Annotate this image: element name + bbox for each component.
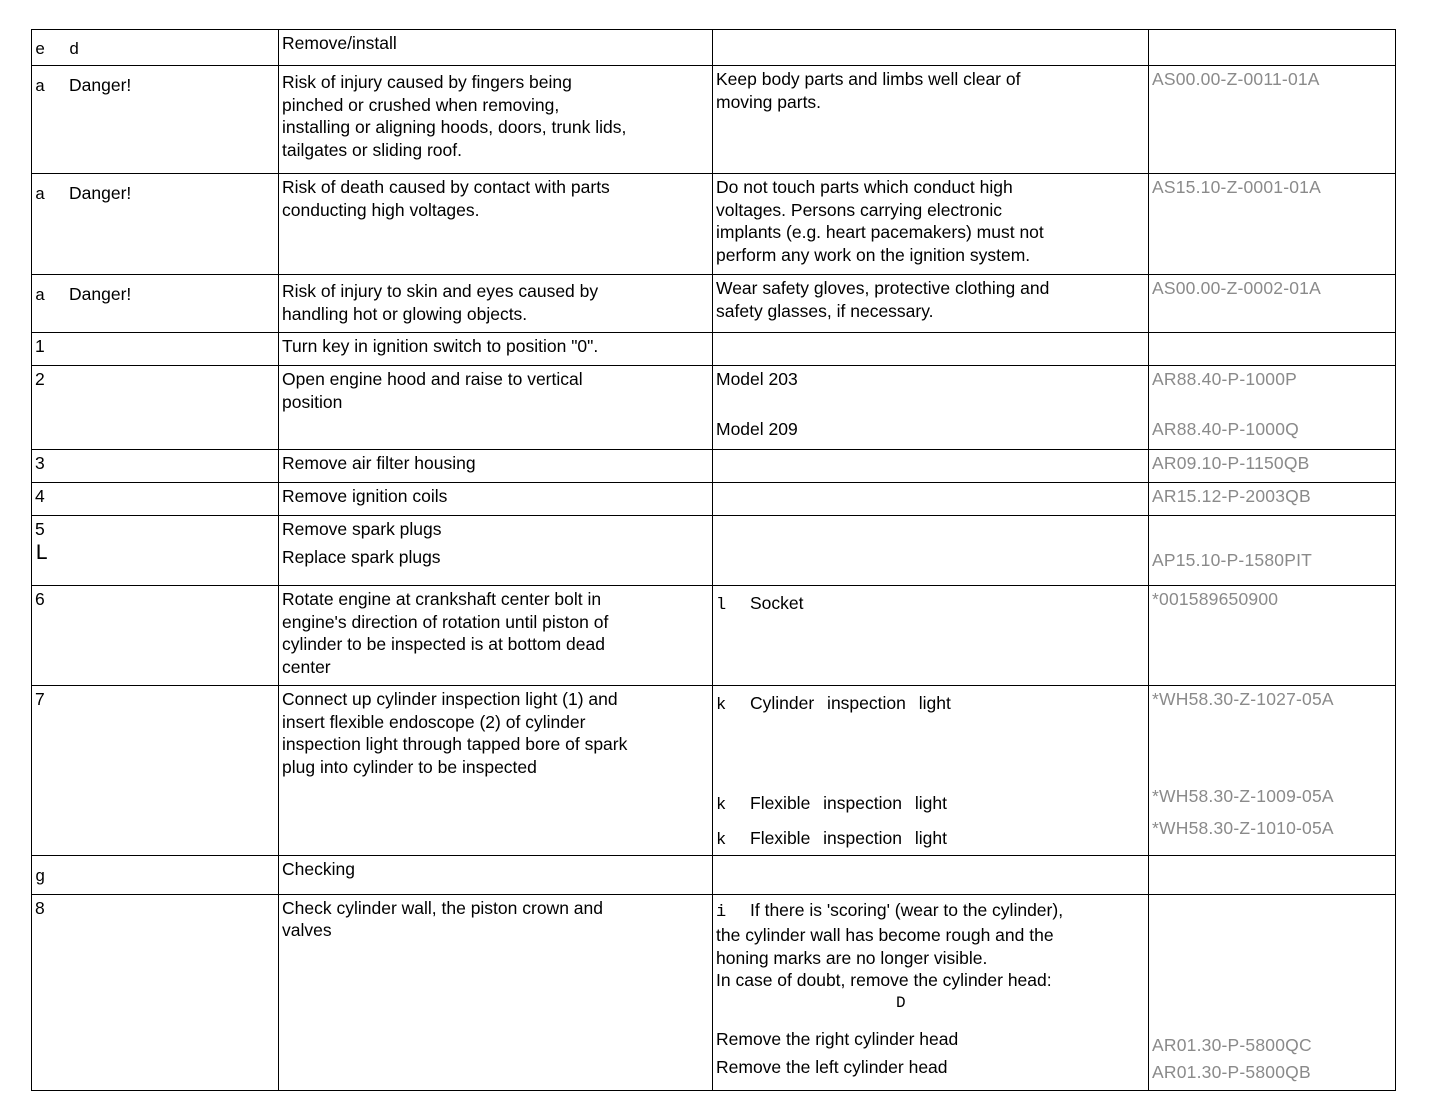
table-row: [32, 30, 1396, 66]
tool-icon: k: [716, 831, 727, 850]
note-line: i If there is 'scoring' (wear to the cylinder),: [716, 899, 1145, 925]
symbol-cell: [32, 30, 279, 66]
step-number-cell: [32, 516, 279, 586]
action-line: Remove the right cylinder head: [716, 1029, 959, 1049]
tool-item: [716, 692, 1145, 718]
step-line: position: [282, 391, 343, 412]
measure-cell: [713, 855, 1149, 894]
replace-symbol: L: [35, 540, 49, 566]
step-number: 1: [35, 336, 45, 356]
step-line: valves: [282, 920, 332, 940]
info-icon: i: [716, 902, 727, 922]
danger-label: Danger!: [69, 183, 132, 203]
document-reference-link[interactable]: AR01.30-P-5800QC: [1152, 1034, 1312, 1055]
ref-cell: [1149, 30, 1396, 66]
tool-name: Flexible inspection light: [750, 792, 947, 813]
step-number: 5: [35, 519, 45, 539]
measure-cell: [713, 333, 1149, 366]
table-row: [32, 483, 1396, 516]
measure-cell: [713, 30, 1149, 66]
step-line: Check cylinder wall, the piston crown and: [282, 897, 603, 918]
ref-cell: [1149, 333, 1396, 366]
document-reference-link[interactable]: AS00.00-Z-0002-01A: [1152, 278, 1321, 298]
table-row: [32, 66, 1396, 174]
step-line: Rotate engine at crankshaft center bolt in: [282, 589, 602, 609]
ref-cell: [1149, 366, 1396, 450]
measure-cell: [713, 516, 1149, 586]
step-number: 8: [35, 897, 45, 918]
step-cell: [279, 855, 713, 894]
note-mark-icon: D: [896, 993, 906, 1012]
danger-label: Danger!: [69, 75, 132, 95]
table-row: [32, 855, 1396, 894]
document-reference-link[interactable]: AR01.30-P-5800QB: [1152, 1062, 1311, 1082]
note-line: the cylinder wall has become rough and the: [716, 925, 1054, 945]
ref-cell: [1149, 66, 1396, 174]
danger-icon: a: [35, 287, 46, 306]
procedure-table: [31, 29, 1396, 1091]
measure-line: Wear safety gloves, protective clothing and: [716, 278, 1050, 298]
step-number-cell: [32, 586, 279, 686]
ref-cell: [1149, 275, 1396, 333]
step-cell: [279, 894, 713, 1090]
step-number: 4: [35, 486, 45, 506]
hazard-line: conducting high voltages.: [282, 199, 480, 220]
ref-cell: [1149, 516, 1396, 586]
step-number-cell: [32, 686, 279, 856]
step-number-cell: [32, 450, 279, 483]
symbol-cell: [32, 855, 279, 894]
measure-cell: [713, 275, 1149, 333]
document-reference-link[interactable]: AR88.40-P-1000P: [1152, 369, 1298, 389]
document-reference-link[interactable]: AS15.10-Z-0001-01A: [1152, 177, 1321, 197]
table-row: [32, 333, 1396, 366]
hazard-cell: [279, 66, 713, 174]
ref-cell: [1149, 174, 1396, 275]
tool-name: Socket: [750, 593, 804, 613]
step-text: Remove/install: [282, 33, 397, 53]
step-line: plug into cylinder to be inspected: [282, 756, 537, 777]
danger-icon: a: [35, 78, 46, 97]
ref-cell: [1149, 855, 1396, 894]
step-number: 2: [35, 369, 45, 389]
tool-number-link[interactable]: *WH58.30-Z-1010-05A: [1152, 818, 1334, 838]
step-number-cell: [32, 333, 279, 366]
table-row: [32, 174, 1396, 275]
tool-number-link[interactable]: *WH58.30-Z-1027-05A: [1152, 689, 1334, 709]
document-reference-link[interactable]: AR15.12-P-2003QB: [1152, 486, 1311, 506]
step-line: Remove spark plugs: [282, 519, 442, 539]
hazard-line: tailgates or sliding roof.: [282, 139, 462, 160]
step-cell: [279, 516, 713, 586]
step-line: engine's direction of rotation until piston of: [282, 611, 609, 632]
hazard-line: Risk of injury to skin and eyes caused by: [282, 281, 599, 301]
measure-cell: [713, 66, 1149, 174]
step-text: Remove ignition coils: [282, 486, 448, 506]
remove-install-symbol: e: [35, 41, 46, 60]
measure-cell: [713, 450, 1149, 483]
note-line: honing marks are no longer visible.: [716, 947, 988, 968]
step-line: insert flexible endoscope (2) of cylinder: [282, 711, 586, 732]
step-cell: [279, 450, 713, 483]
table-row: [32, 686, 1396, 856]
step-number: 6: [35, 589, 45, 609]
measure-cell: [713, 174, 1149, 275]
step-number-cell: [32, 894, 279, 1090]
step-cell: [279, 586, 713, 686]
step-text: Remove air filter housing: [282, 453, 476, 473]
tool-item: [716, 792, 1145, 818]
table-row: [32, 894, 1396, 1090]
note-cell: [713, 894, 1149, 1090]
hazard-cell: [279, 275, 713, 333]
hazard-cell: [279, 174, 713, 275]
hazard-line: Risk of injury caused by fingers being: [282, 72, 572, 92]
measure-cell: [713, 483, 1149, 516]
step-line: Connect up cylinder inspection light (1) and: [282, 689, 618, 709]
tool-name: Flexible inspection light: [750, 828, 947, 848]
tool-number-link[interactable]: *WH58.30-Z-1009-05A: [1152, 785, 1334, 806]
step-text: Checking: [282, 858, 355, 879]
step-line: cylinder to be inspected is at bottom dead: [282, 634, 605, 654]
model-label: Model 203: [716, 369, 798, 389]
checking-icon: g: [35, 867, 46, 887]
ref-cell: [1149, 894, 1396, 1090]
hazard-line: Risk of death caused by contact with parts: [282, 177, 610, 197]
measure-line: voltages. Persons carrying electronic: [716, 199, 1002, 220]
ref-cell: [1149, 483, 1396, 516]
ref-cell: [1149, 586, 1396, 686]
table-row: [32, 366, 1396, 450]
measure-line: safety glasses, if necessary.: [716, 300, 934, 321]
measure-line: Do not touch parts which conduct high: [716, 177, 1013, 197]
tool-name: Cylinder inspection light: [750, 693, 951, 713]
remove-install-symbol-2: d: [69, 41, 80, 60]
measure-line: Keep body parts and limbs well clear of: [716, 69, 1021, 89]
table-row: [32, 516, 1396, 586]
hazard-line: installing or aligning hoods, doors, trunk lids,: [282, 117, 627, 137]
symbol-cell: [32, 275, 279, 333]
step-number-cell: [32, 483, 279, 516]
step-cell: [279, 333, 713, 366]
tool-cell: [713, 686, 1149, 856]
action-line: Remove the left cylinder head: [716, 1056, 948, 1077]
step-line: center: [282, 656, 331, 677]
ref-cell: [1149, 686, 1396, 856]
tool-icon: k: [716, 696, 727, 715]
document-reference-link[interactable]: AP15.10-P-1580PIT: [1152, 549, 1313, 570]
step-cell: [279, 366, 713, 450]
hazard-line: handling hot or glowing objects.: [282, 303, 528, 324]
step-number: 3: [35, 453, 45, 473]
tool-number-link[interactable]: *001589650900: [1152, 589, 1279, 609]
measure-line: implants (e.g. heart pacemakers) must not: [716, 222, 1044, 242]
document-reference-link[interactable]: AR88.40-P-1000Q: [1152, 418, 1299, 439]
step-text: Turn key in ignition switch to position "0".: [282, 336, 599, 356]
step-cell: [279, 30, 713, 66]
step-number-cell: [32, 366, 279, 450]
tool-item: [716, 827, 1145, 853]
measure-cell: [713, 366, 1149, 450]
table-row: [32, 450, 1396, 483]
document-reference-link[interactable]: AR09.10-P-1150QB: [1152, 453, 1310, 473]
ref-cell: [1149, 450, 1396, 483]
document-reference-link[interactable]: AS00.00-Z-0011-01A: [1152, 69, 1320, 89]
table-row: [32, 275, 1396, 333]
step-number: 7: [35, 689, 45, 709]
note-line: In case of doubt, remove the cylinder head:: [716, 970, 1052, 990]
table-row: [32, 586, 1396, 686]
model-label: Model 209: [716, 418, 798, 439]
danger-icon: a: [35, 186, 46, 205]
step-line: Replace spark plugs: [282, 546, 441, 567]
step-line: inspection light through tapped bore of spark: [282, 734, 628, 754]
tool-icon: k: [716, 795, 727, 815]
symbol-cell: [32, 174, 279, 275]
danger-label: Danger!: [69, 284, 132, 304]
measure-line: moving parts.: [716, 91, 822, 112]
step-line: Open engine hood and raise to vertical: [282, 369, 583, 389]
symbol-cell: [32, 66, 279, 174]
step-cell: [279, 686, 713, 856]
tool-cell: [713, 586, 1149, 686]
step-cell: [279, 483, 713, 516]
hazard-line: pinched or crushed when removing,: [282, 94, 560, 115]
tool-icon: l: [716, 596, 727, 615]
measure-line: perform any work on the ignition system.: [716, 244, 1031, 265]
